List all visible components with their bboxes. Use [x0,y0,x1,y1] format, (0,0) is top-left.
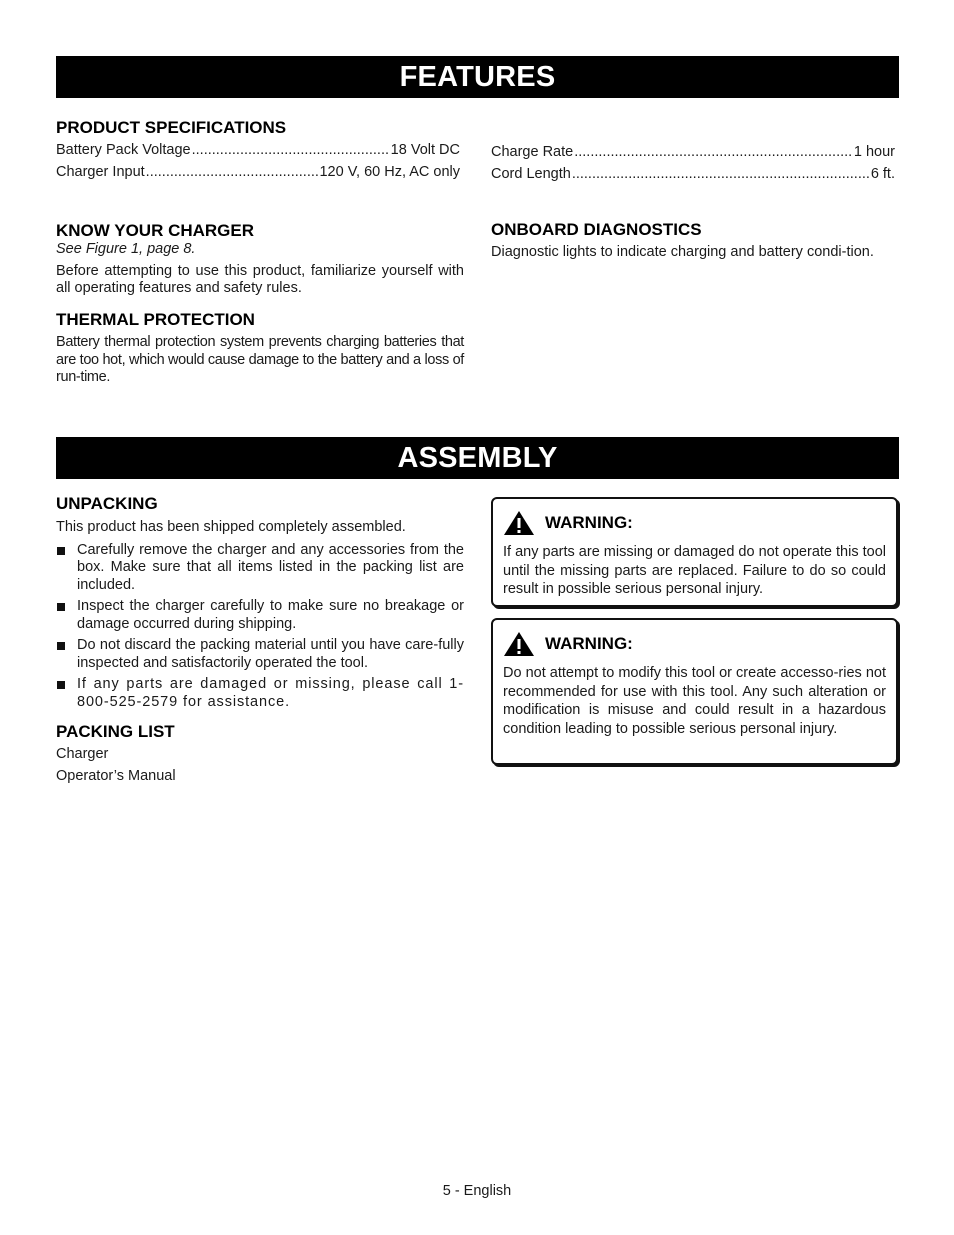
onboard-diagnostics-heading: ONBOARD DIAGNOSTICS [491,220,702,239]
leader-dots [574,141,853,163]
onboard-diagnostics-text: Diagnostic lights to indicate charging and battery condi-tion. [491,244,874,260]
bullet-square-icon [57,547,65,555]
packing-list-heading: PACKING LIST [56,722,175,741]
unpacking-section [56,494,464,715]
product-specifications-heading: PRODUCT SPECIFICATIONS [56,118,287,137]
warning-title: WARNING: [545,512,633,532]
leader-dots [572,163,870,185]
warning-box [491,497,898,607]
bullet-square-icon [57,681,65,689]
packing-list-section [56,722,464,787]
onboard-diagnostics-section [491,220,899,262]
spec-label: Battery Pack Voltage [56,142,191,158]
thermal-protection-heading: THERMAL PROTECTION [56,310,255,329]
bullet-square-icon [57,603,65,611]
warning-box [491,618,898,765]
warning-text: Do not attempt to modify this tool or create accesso-ries not recommended for use with this tool. Any such alteration or modification is misuse and could result in a hazardous condition leading to possible serious personal injury. [503,665,886,737]
spec-row-charger-input [56,161,460,183]
bullet-square-icon [57,642,65,650]
spec-value: 6 ft. [870,166,895,182]
spec-label: Charge Rate [491,144,574,160]
list-item: Inspect the charger carefully to make sure no breakage or damage occurred during shipping. [56,598,464,633]
packing-item: Charger [56,746,109,762]
warning-header [503,631,896,657]
assembly-banner [56,437,899,479]
warning-header [503,510,896,536]
know-your-charger-section [56,221,464,298]
thermal-protection-text: Battery thermal protection system prevents charging batteries that are too hot, which would cause damage to the battery and a loss of run-time. [56,334,464,385]
spec-row-cord-length [491,163,895,185]
spec-value: 18 Volt DC [390,142,460,158]
list-item: Do not discard the packing material until you have care-fully inspected and satisfactorily operated the tool. [56,637,464,672]
warning-text: If any parts are missing or damaged do not operate this tool until the missing parts are replaced. Failure to do so could result in possible serious personal injury. [503,544,886,597]
product-specifications-right [491,141,895,185]
spec-label: Cord Length [491,166,571,182]
packing-item: Operator’s Manual [56,768,176,784]
warning-title: WARNING: [545,633,633,653]
product-specifications-section [56,118,464,183]
assembly-title: ASSEMBLY [397,442,558,474]
unpacking-heading: UNPACKING [56,494,158,513]
spec-value: 1 hour [853,144,895,160]
unpacking-intro: This product has been shipped completely assembled. [56,519,406,535]
list-item: Carefully remove the charger and any accessories from the box. Make sure that all items listed in the packing list are included. [56,542,464,595]
spec-label: Charger Input [56,164,145,180]
leader-dots [192,139,390,161]
figure-reference: See Figure 1, page 8. [56,241,196,257]
know-your-charger-heading: KNOW YOUR CHARGER [56,221,255,240]
thermal-protection-section [56,310,464,387]
features-banner [56,56,899,98]
know-your-charger-text: Before attempting to use this product, familiarize yourself with all operating features and safety rules. [56,262,464,296]
spec-row-charge-rate [491,141,895,163]
list-item: If any parts are damaged or missing, please call 1-800-525-2579 for assistance. [56,676,464,711]
warning-triangle-icon [503,510,535,536]
warning-triangle-icon [503,631,535,657]
spec-value: 120 V, 60 Hz, AC only [319,164,460,180]
spec-row-battery-voltage [56,139,460,161]
unpacking-list [56,542,464,712]
leader-dots [146,161,319,183]
features-title: FEATURES [399,61,556,93]
page-number: 5 - English [442,1183,512,1199]
